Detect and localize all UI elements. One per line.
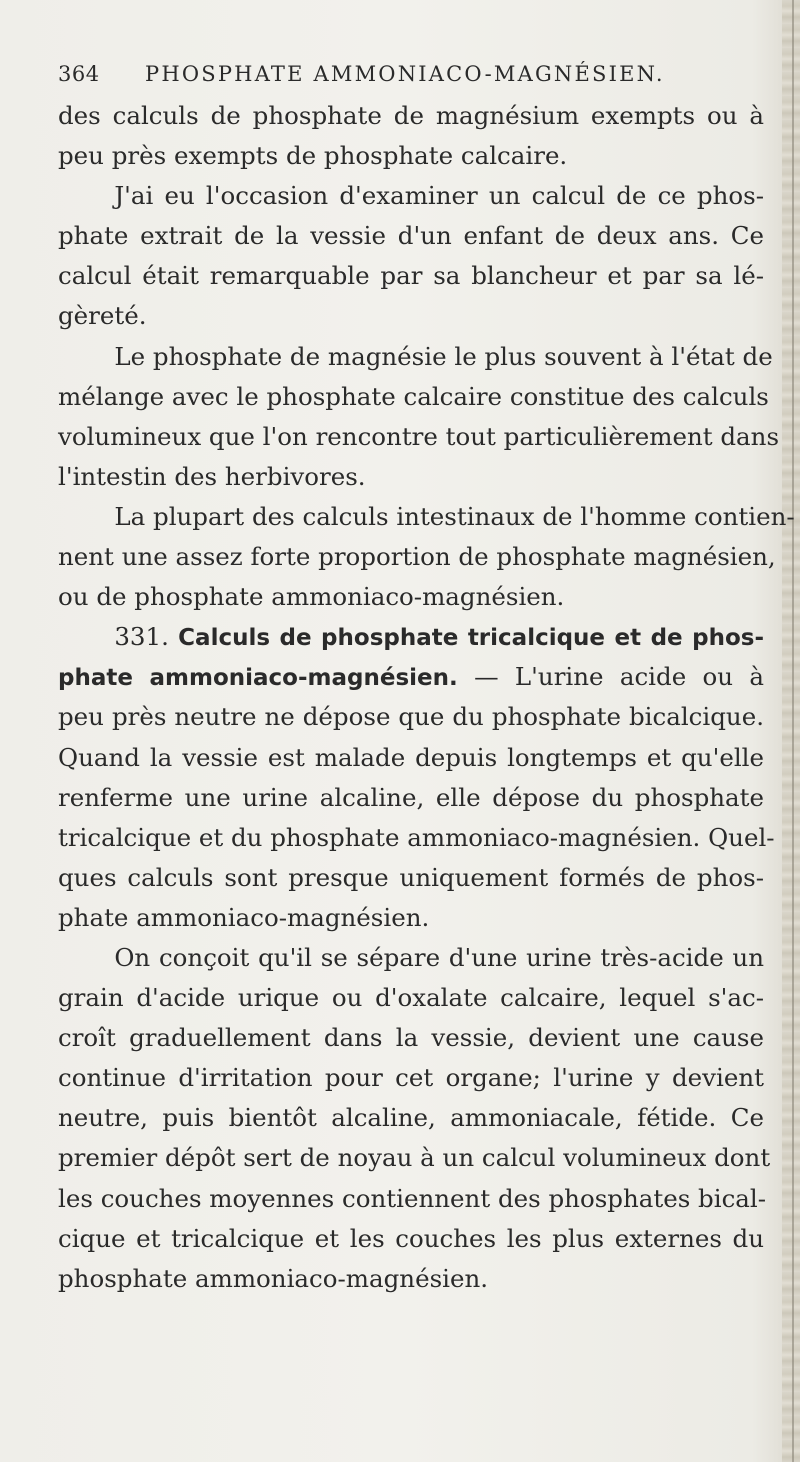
text-line: Quand la vessie est malade depuis longtemps et qu'elle — [58, 742, 764, 772]
text-line: renferme une urine alcaline, elle dépose du phosphate — [58, 782, 764, 812]
section-number: 331. — [114, 622, 169, 652]
page-edge-shadow — [782, 0, 800, 1462]
text-line: phate extrait de la vessie d'un enfant de deux ans. Ce — [58, 221, 764, 251]
text-line: cique et tricalcique et les couches les plus externes du — [58, 1223, 764, 1253]
section-text: — L'urine acide ou à — [474, 662, 764, 692]
section-heading-line — [58, 617, 764, 657]
text-line: volumineux que l'on rencontre tout particulièrement dans — [58, 421, 780, 451]
text-line: phate ammoniaco-magnésien. — [58, 902, 430, 932]
text-line: grain d'acide urique ou d'oxalate calcaire, lequel s'ac- — [58, 983, 764, 1013]
text-line: calcul était remarquable par sa blancheur et par sa lé- — [58, 261, 764, 291]
text-line: peu près neutre ne dépose que du phosphate bicalcique. — [58, 702, 764, 732]
text-line: peu près exempts de phosphate calcaire. — [58, 141, 568, 171]
text-line: premier dépôt sert de noyau à un calcul volumineux dont — [58, 1143, 771, 1173]
text-line: ou de phosphate ammoniaco-magnésien. — [58, 582, 565, 612]
body-text — [58, 96, 795, 1299]
text-line: les couches moyennes contiennent des phosphates bical- — [58, 1183, 767, 1213]
running-title: PHOSPHATE AMMONIACO-MAGNÉSIEN. — [145, 62, 665, 86]
text-line: gèreté. — [58, 301, 147, 331]
text-line: Le phosphate de magnésie le plus souvent à l'état de — [114, 341, 773, 371]
text-line: croît graduellement dans la vessie, devient une cause — [58, 1023, 764, 1053]
page-number: 364 — [58, 62, 100, 86]
text-line: l'intestin des herbivores. — [58, 461, 366, 491]
section-heading: Calculs de phosphate tricalcique et de phos- — [178, 625, 764, 652]
text-line: J'ai eu l'occasion d'examiner un calcul de ce phos- — [114, 181, 764, 211]
text-line: ques calculs sont presque uniquement formés de phos- — [58, 862, 764, 892]
text-line: continue d'irritation pour cet organe; l'urine y devient — [58, 1063, 764, 1093]
text-line: phosphate ammoniaco-magnésien. — [58, 1263, 489, 1293]
text-line: nent une assez forte proportion de phosphate magnésien, — [58, 542, 776, 572]
text-line: neutre, puis bientôt alcaline, ammoniacale, fétide. Ce — [58, 1103, 764, 1133]
text-line: On conçoit qu'il se sépare d'une urine très-acide un — [114, 942, 764, 972]
section-heading-line — [58, 657, 764, 697]
section-heading-continued: phate ammoniaco-magnésien. — [58, 665, 458, 692]
text-line: mélange avec le phosphate calcaire constitue des calculs — [58, 381, 769, 411]
page-edge-line — [792, 0, 794, 1462]
text-line: La plupart des calculs intestinaux de l'homme contien- — [114, 501, 795, 531]
text-line: tricalcique et du phosphate ammoniaco-magnésien. Quel- — [58, 822, 775, 852]
text-line: des calculs de phosphate de magnésium exempts ou à — [58, 101, 764, 130]
